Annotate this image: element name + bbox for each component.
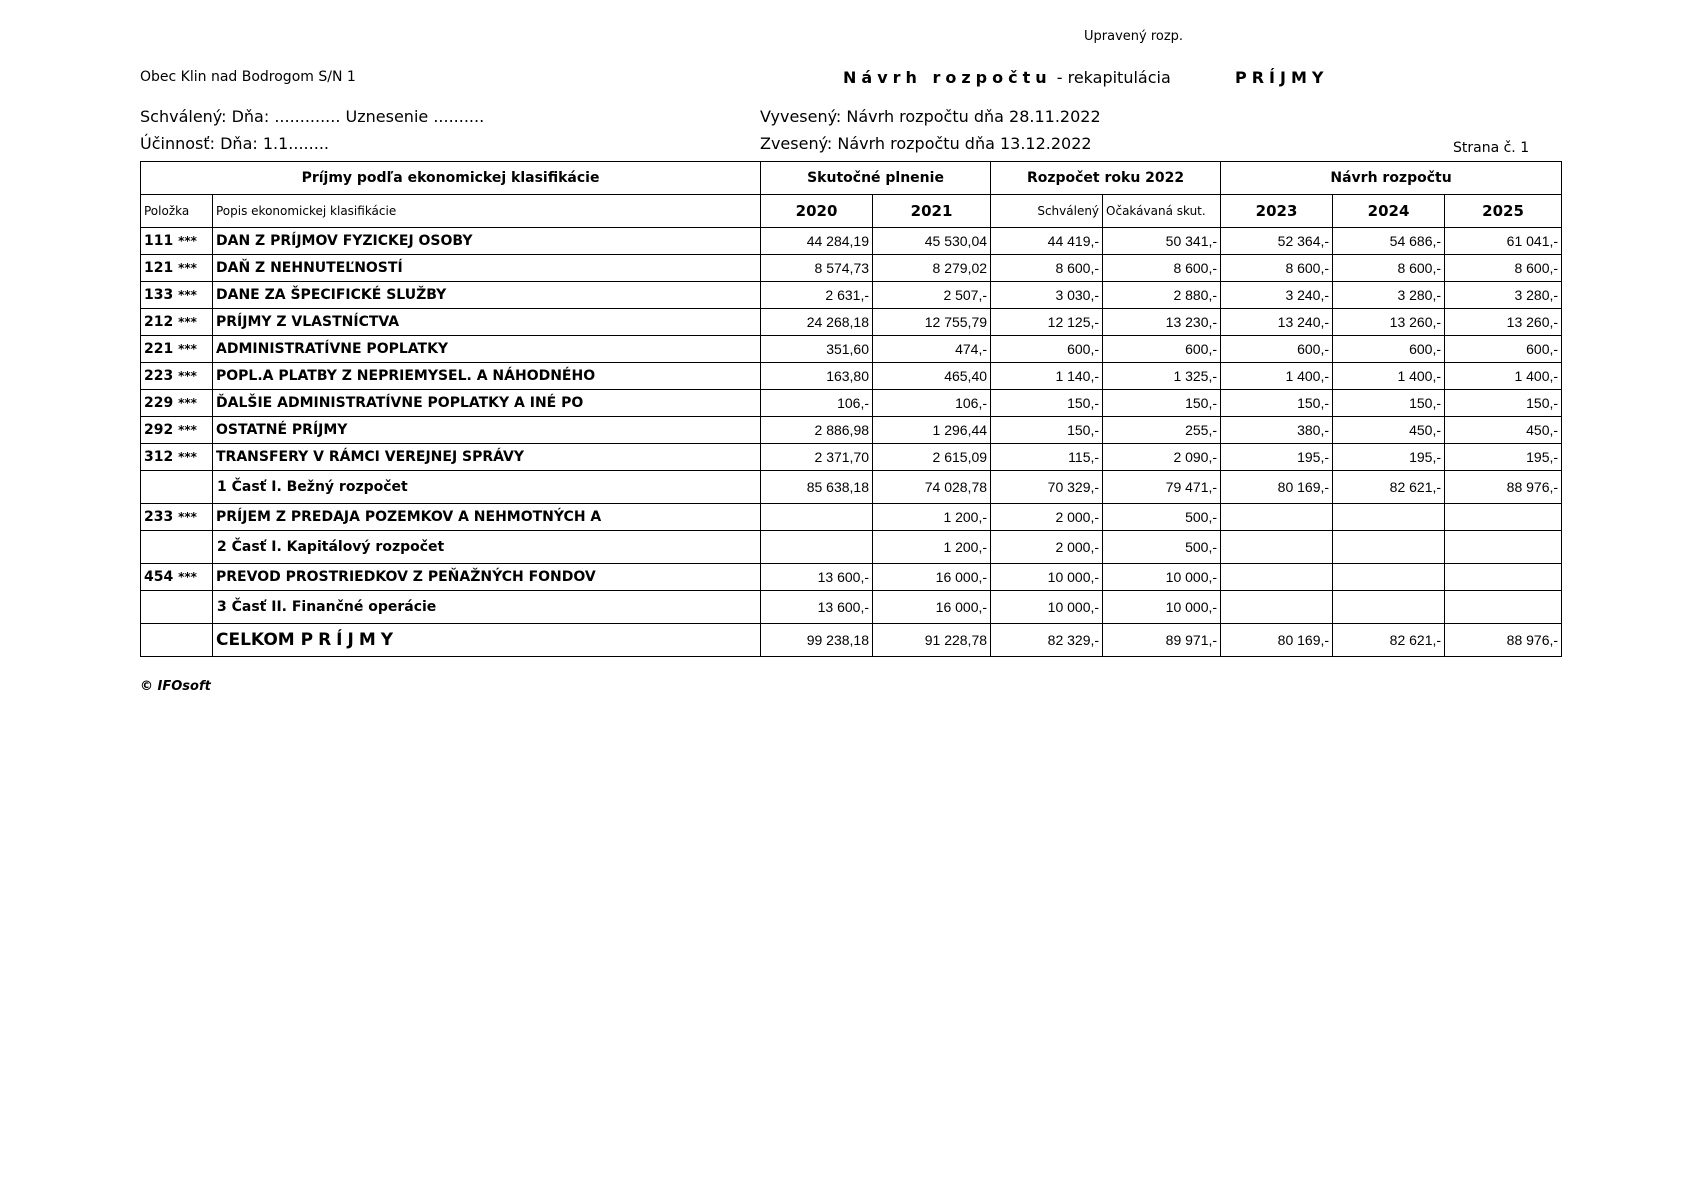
item-stars: *** (178, 234, 197, 248)
value-cell: 500,- (1103, 504, 1221, 531)
value-cell: 3 030,- (991, 282, 1103, 309)
value-cell: 50 341,- (1103, 228, 1221, 255)
value-cell: 8 600,- (1333, 255, 1445, 282)
value-cell: 85 638,18 (761, 471, 873, 504)
item-code-cell (141, 504, 213, 531)
item-code: 233 (144, 509, 174, 525)
value-cell: 82 329,- (991, 624, 1103, 657)
value-cell: 16 000,- (873, 591, 991, 624)
value-cell: 1 200,- (873, 531, 991, 564)
header-2024: 2024 (1333, 195, 1445, 228)
total-label-prefix: CELKOM (216, 630, 301, 650)
value-cell: 150,- (1103, 390, 1221, 417)
value-cell: 10 000,- (1103, 591, 1221, 624)
item-code-cell (141, 531, 213, 564)
value-cell: 13 260,- (1333, 309, 1445, 336)
value-cell: 13 230,- (1103, 309, 1221, 336)
budget-table (140, 161, 1562, 657)
value-cell (1221, 564, 1333, 591)
value-cell: 2 000,- (991, 531, 1103, 564)
value-cell: 1 400,- (1221, 363, 1333, 390)
title-main: Návrh rozpočtu (843, 68, 1052, 87)
value-cell: 1 200,- (873, 504, 991, 531)
value-cell: 195,- (1333, 444, 1445, 471)
item-stars: *** (178, 288, 197, 302)
value-cell: 163,80 (761, 363, 873, 390)
header-popis: Popis ekonomickej klasifikácie (213, 195, 761, 228)
item-code-cell (141, 417, 213, 444)
subtotal-row (141, 471, 1562, 504)
item-code-cell (141, 444, 213, 471)
table-row (141, 504, 1562, 531)
table-row (141, 390, 1562, 417)
value-cell: 8 279,02 (873, 255, 991, 282)
item-description: PREVOD PROSTRIEDKOV Z PEŇAŽNÝCH FONDOV (213, 564, 761, 591)
item-code: 111 (144, 233, 174, 249)
item-description (213, 624, 761, 657)
value-cell: 8 600,- (1445, 255, 1562, 282)
item-stars: *** (178, 450, 197, 464)
value-cell: 79 471,- (1103, 471, 1221, 504)
table-row (141, 363, 1562, 390)
item-code-cell (141, 471, 213, 504)
header-2020: 2020 (761, 195, 873, 228)
value-cell: 10 000,- (1103, 564, 1221, 591)
item-code-cell (141, 336, 213, 363)
value-cell: 3 280,- (1445, 282, 1562, 309)
item-code-cell (141, 255, 213, 282)
value-cell: 3 280,- (1333, 282, 1445, 309)
value-cell: 8 574,73 (761, 255, 873, 282)
item-description: ADMINISTRATÍVNE POPLATKY (213, 336, 761, 363)
item-stars: *** (178, 423, 197, 437)
item-code: 292 (144, 422, 174, 438)
value-cell: 2 631,- (761, 282, 873, 309)
table-row (141, 228, 1562, 255)
table-row (141, 444, 1562, 471)
subtotal-row (141, 531, 1562, 564)
posted-line: Vyvesený: Návrh rozpočtu dňa 28.11.2022 (760, 107, 1101, 126)
value-cell: 600,- (1103, 336, 1221, 363)
value-cell: 10 000,- (991, 564, 1103, 591)
value-cell: 465,40 (873, 363, 991, 390)
document-title (843, 68, 1171, 87)
item-code-cell (141, 564, 213, 591)
value-cell: 106,- (761, 390, 873, 417)
item-code: 133 (144, 287, 174, 303)
value-cell: 2 886,98 (761, 417, 873, 444)
value-cell: 91 228,78 (873, 624, 991, 657)
value-cell: 150,- (991, 417, 1103, 444)
header-classification: Príjmy podľa ekonomickej klasifikácie (141, 162, 761, 195)
item-code: 223 (144, 368, 174, 384)
table-row (141, 255, 1562, 282)
value-cell: 474,- (873, 336, 991, 363)
value-cell: 24 268,18 (761, 309, 873, 336)
table-row (141, 282, 1562, 309)
value-cell: 1 296,44 (873, 417, 991, 444)
value-cell: 450,- (1445, 417, 1562, 444)
value-cell: 12 755,79 (873, 309, 991, 336)
value-cell (1333, 504, 1445, 531)
header-budget-year: Rozpočet roku 2022 (991, 162, 1221, 195)
value-cell (1445, 531, 1562, 564)
value-cell (761, 531, 873, 564)
value-cell: 99 238,18 (761, 624, 873, 657)
item-description: POPL.A PLATBY Z NEPRIEMYSEL. A NÁHODNÉHO (213, 363, 761, 390)
header-proposal: Návrh rozpočtu (1221, 162, 1562, 195)
value-cell: 2 000,- (991, 504, 1103, 531)
value-cell: 80 169,- (1221, 471, 1333, 504)
item-code-cell (141, 282, 213, 309)
value-cell: 82 621,- (1333, 471, 1445, 504)
value-cell (1445, 591, 1562, 624)
value-cell: 44 284,19 (761, 228, 873, 255)
item-code-cell (141, 624, 213, 657)
value-cell: 600,- (1445, 336, 1562, 363)
sub-header-row (141, 195, 1562, 228)
header-polozka: Položka (141, 195, 213, 228)
title-type: PRÍJMY (1235, 68, 1329, 87)
value-cell: 150,- (1221, 390, 1333, 417)
item-stars: *** (178, 342, 197, 356)
group-header-row (141, 162, 1562, 195)
value-cell: 2 371,70 (761, 444, 873, 471)
value-cell (1333, 564, 1445, 591)
header-2021: 2021 (873, 195, 991, 228)
value-cell: 13 600,- (761, 564, 873, 591)
item-description: OSTATNÉ PRÍJMY (213, 417, 761, 444)
value-cell: 10 000,- (991, 591, 1103, 624)
value-cell: 195,- (1221, 444, 1333, 471)
organization-name: Obec Klin nad Bodrogom S/N 1 (140, 69, 356, 85)
revised-budget-note: Upravený rozp. (1084, 29, 1184, 44)
value-cell (761, 504, 873, 531)
value-cell: 44 419,- (991, 228, 1103, 255)
item-code: 221 (144, 341, 174, 357)
value-cell: 89 971,- (1103, 624, 1221, 657)
value-cell: 600,- (1221, 336, 1333, 363)
header-actual: Skutočné plnenie (761, 162, 991, 195)
item-stars: *** (178, 261, 197, 275)
value-cell: 1 400,- (1333, 363, 1445, 390)
value-cell (1333, 531, 1445, 564)
value-cell: 16 000,- (873, 564, 991, 591)
value-cell: 380,- (1221, 417, 1333, 444)
item-code: 121 (144, 260, 174, 276)
item-description: 1 Časť I. Bežný rozpočet (213, 471, 761, 504)
value-cell: 2 615,09 (873, 444, 991, 471)
value-cell (1333, 591, 1445, 624)
value-cell: 80 169,- (1221, 624, 1333, 657)
table-row (141, 336, 1562, 363)
value-cell (1221, 591, 1333, 624)
value-cell: 13 600,- (761, 591, 873, 624)
value-cell: 61 041,- (1445, 228, 1562, 255)
value-cell: 1 325,- (1103, 363, 1221, 390)
value-cell: 54 686,- (1333, 228, 1445, 255)
value-cell (1445, 564, 1562, 591)
approved-line: Schválený: Dňa: ............. Uznesenie .......... (140, 107, 485, 126)
value-cell: 12 125,- (991, 309, 1103, 336)
value-cell: 600,- (1333, 336, 1445, 363)
effective-line: Účinnosť: Dňa: 1.1........ (140, 134, 329, 153)
item-code-cell (141, 309, 213, 336)
table-row (141, 309, 1562, 336)
item-stars: *** (178, 570, 197, 584)
item-description: PRÍJMY Z VLASTNÍCTVA (213, 309, 761, 336)
item-stars: *** (178, 369, 197, 383)
item-stars: *** (178, 315, 197, 329)
value-cell: 2 090,- (1103, 444, 1221, 471)
value-cell: 52 364,- (1221, 228, 1333, 255)
item-description: PRÍJEM Z PREDAJA POZEMKOV A NEHMOTNÝCH A (213, 504, 761, 531)
item-code: 229 (144, 395, 174, 411)
page-number: Strana č. 1 (1453, 140, 1530, 156)
header-ocakavana: Očakávaná skut. (1103, 195, 1221, 228)
copyright-note: © IFOsoft (140, 679, 211, 694)
table-row (141, 417, 1562, 444)
value-cell: 600,- (991, 336, 1103, 363)
table-row (141, 564, 1562, 591)
item-description: 3 Časť II. Finančné operácie (213, 591, 761, 624)
value-cell: 45 530,04 (873, 228, 991, 255)
item-description: DAN Z PRÍJMOV FYZICKEJ OSOBY (213, 228, 761, 255)
value-cell: 3 240,- (1221, 282, 1333, 309)
value-cell: 70 329,- (991, 471, 1103, 504)
value-cell: 255,- (1103, 417, 1221, 444)
value-cell: 150,- (1445, 390, 1562, 417)
value-cell: 115,- (991, 444, 1103, 471)
value-cell: 8 600,- (1103, 255, 1221, 282)
header-2025: 2025 (1445, 195, 1562, 228)
total-label-spaced: PRÍJMY (300, 630, 399, 650)
value-cell: 150,- (991, 390, 1103, 417)
budget-table-body (141, 228, 1562, 657)
item-code: 454 (144, 569, 174, 585)
value-cell: 88 976,- (1445, 471, 1562, 504)
item-description: 2 Časť I. Kapitálový rozpočet (213, 531, 761, 564)
value-cell (1445, 504, 1562, 531)
subtotal-row (141, 591, 1562, 624)
value-cell (1221, 504, 1333, 531)
item-code: 212 (144, 314, 174, 330)
value-cell: 13 240,- (1221, 309, 1333, 336)
item-code-cell (141, 390, 213, 417)
value-cell: 195,- (1445, 444, 1562, 471)
item-description: TRANSFERY V RÁMCI VEREJNEJ SPRÁVY (213, 444, 761, 471)
value-cell: 2 507,- (873, 282, 991, 309)
item-stars: *** (178, 510, 197, 524)
total-row (141, 624, 1562, 657)
item-code-cell (141, 363, 213, 390)
value-cell: 8 600,- (991, 255, 1103, 282)
value-cell: 74 028,78 (873, 471, 991, 504)
item-stars: *** (178, 396, 197, 410)
value-cell: 106,- (873, 390, 991, 417)
item-code: 312 (144, 449, 174, 465)
item-code-cell (141, 591, 213, 624)
value-cell: 450,- (1333, 417, 1445, 444)
item-code-cell (141, 228, 213, 255)
value-cell: 1 400,- (1445, 363, 1562, 390)
item-description: ĎALŠIE ADMINISTRATÍVNE POPLATKY A INÉ PO (213, 390, 761, 417)
header-2023: 2023 (1221, 195, 1333, 228)
header-schvaleny: Schválený (991, 195, 1103, 228)
value-cell: 13 260,- (1445, 309, 1562, 336)
value-cell: 2 880,- (1103, 282, 1221, 309)
value-cell: 8 600,- (1221, 255, 1333, 282)
value-cell: 150,- (1333, 390, 1445, 417)
item-description: DAŇ Z NEHNUTEĽNOSTÍ (213, 255, 761, 282)
value-cell (1221, 531, 1333, 564)
value-cell: 500,- (1103, 531, 1221, 564)
removed-line: Zvesený: Návrh rozpočtu dňa 13.12.2022 (760, 134, 1092, 153)
value-cell: 351,60 (761, 336, 873, 363)
title-sub: - rekapitulácia (1051, 68, 1171, 87)
value-cell: 88 976,- (1445, 624, 1562, 657)
value-cell: 1 140,- (991, 363, 1103, 390)
value-cell: 82 621,- (1333, 624, 1445, 657)
item-description: DANE ZA ŠPECIFICKÉ SLUŽBY (213, 282, 761, 309)
